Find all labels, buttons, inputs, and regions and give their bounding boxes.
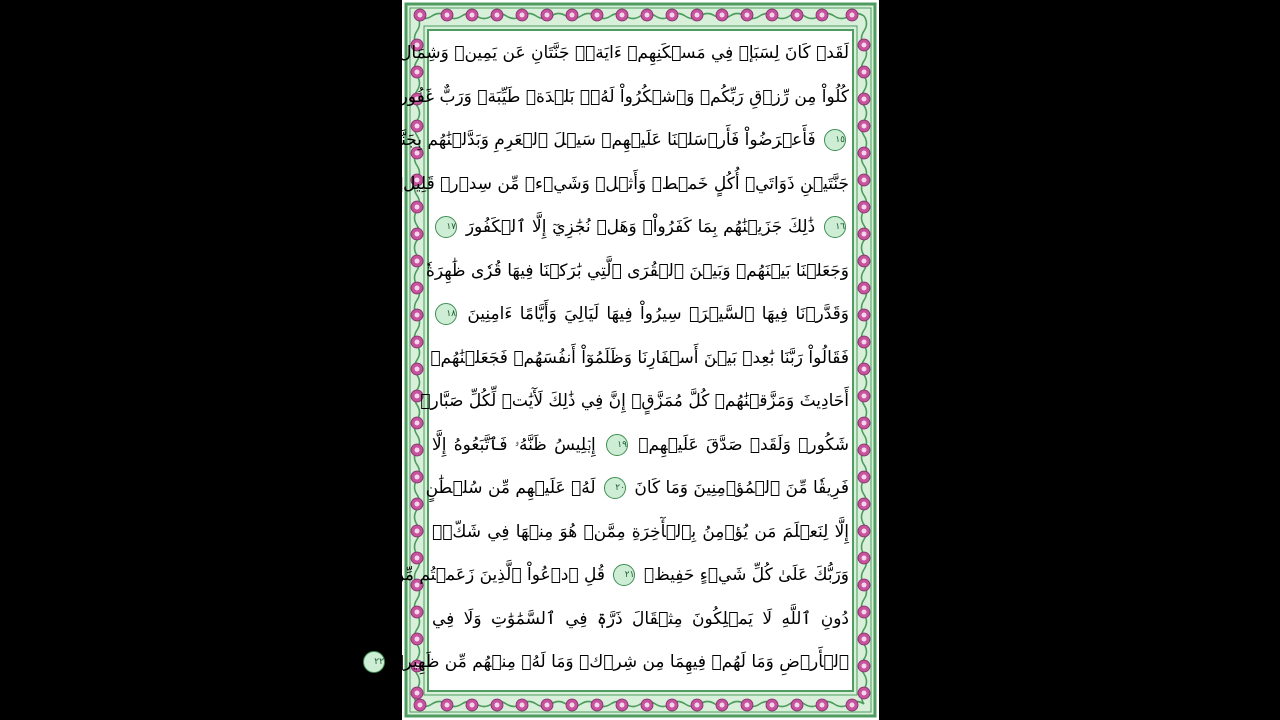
verse-segment: فَرِيقٗا مِّنَ ٱلۡمُؤۡمِنِينَ وَمَا كَانَ	[634, 478, 849, 498]
verse-line	[432, 601, 849, 638]
verse-segment: وَقَدَّرۡنَا فِيهَا ٱلسَّيۡرَۖ سِيرُواْ فِيهَا لَيَالِيَ وَأَيَّامًا ءَامِنِينَ	[467, 304, 849, 324]
verse-segment: دُونِ ٱللَّهِ لَا يَمۡلِكُونَ مِثۡقَالَ ذَرَّةٖ فِي ٱلسَّمَٰوَٰتِ وَلَا فِي	[432, 608, 849, 629]
verse-line	[425, 470, 849, 507]
verse-segment: لَقَدۡ كَانَ لِسَبَإٖ فِي مَسۡكَنِهِمۡ ءَايَةٞۖ جَنَّتَانِ عَن يَمِينٖ وَشِمَالٖۖ	[378, 43, 849, 63]
ayah-marker-icon: ١٧	[435, 216, 457, 238]
verse-text-block	[351, 35, 850, 689]
verse-segment: فَقَالُواْ رَبَّنَا بَٰعِدۡ بَيۡنَ أَسۡفَارِنَا وَظَلَمُوٓاْ أَنفُسَهُمۡ فَجَعَلۡنَٰهُمۡ	[430, 347, 849, 368]
verse-line	[432, 514, 849, 551]
verse-segment: وَرَبُّكَ عَلَىٰ كُلِّ شَيۡءٍ حَفِيظٞ	[643, 565, 849, 585]
ayah-marker-icon: ١٩	[606, 434, 628, 456]
verse-line	[391, 557, 849, 594]
verse-segment: جَنَّتَيۡنِ ذَوَاتَيۡ أُكُلٍ خَمۡطٖ وَأَثۡلٖ وَشَيۡءٖ مِّن سِدۡرٖ قَلِيلٖ	[392, 173, 849, 194]
verse-line	[420, 383, 849, 420]
ayah-marker-icon: ١٦	[824, 216, 846, 238]
verse-segment: شَكُورٖ وَلَقَدۡ صَدَّقَ عَلَيۡهِمۡ	[638, 434, 850, 455]
verse-segment: لَهُۥ عَلَيۡهِم مِّن سُلۡطَٰنٍ	[425, 478, 596, 498]
verse-line	[389, 79, 849, 116]
verse-line	[432, 209, 849, 246]
ayah-marker-icon: ٢١	[613, 564, 635, 586]
verse-segment: أَحَادِيثَ وَمَزَّقۡنَٰهُمۡ كُلَّ مُمَزَّقٍۚ إِنَّ فِي ذَٰلِكَ لَأٓيَٰتٖ لِّكُلِّ صَبَّارٖ	[420, 391, 849, 411]
verse-segment: إِبۡلِيسُ ظَنَّهُۥ فَٱتَّبَعُوهُ إِلَّا	[432, 434, 596, 455]
ayah-marker-icon: ٢٠	[604, 477, 626, 499]
verse-segment: ٱلۡأَرۡضِ وَمَا لَهُمۡ فِيهِمَا مِن شِرۡكٖ وَمَا لَهُۥ مِنۡهُم مِّن ظَهِيرٖ	[393, 652, 849, 672]
ayah-marker-icon: ١٥	[824, 129, 846, 151]
verse-line	[378, 35, 849, 72]
verse-line	[432, 340, 849, 377]
ayah-marker-icon: ١٨	[435, 303, 457, 325]
verse-segment: وَجَعَلۡنَا بَيۡنَهُمۡ وَبَيۡنَ ٱلۡقُرَى ٱلَّتِي بَٰرَكۡنَا فِيهَا قُرٗى ظَٰهِرَةٗ	[425, 260, 849, 281]
verse-line	[374, 644, 849, 681]
verse-segment: قُلِ ٱدۡعُواْ ٱلَّذِينَ زَعَمۡتُم مِّن	[391, 565, 605, 585]
verse-segment: فَأَعۡرَضُواْ فَأَرۡسَلۡنَا عَلَيۡهِمۡ سَيۡلَ ٱلۡعَرِمِ وَبَدَّلۡنَٰهُم بِجَنَّتَيۡهِمۡ	[351, 130, 816, 150]
mushaf-page	[351, 0, 879, 720]
verse-line	[351, 122, 849, 159]
verse-segment: إِلَّا لِنَعۡلَمَ مَن يُؤۡمِنُ بِٱلۡأٓخِرَةِ مِمَّنۡ هُوَ مِنۡهَا فِي شَكّٖۗ	[432, 521, 849, 542]
verse-segment: كُلُواْ مِن رِّزۡقِ رَبِّكُمۡ وَٱشۡكُرُواْ لَهُۥۚ بَلۡدَةٞ طَيِّبَةٞ وَرَبٌّ غَفُورٞ	[389, 86, 849, 107]
verse-line	[432, 296, 849, 333]
ayah-marker-icon: ٢٢	[363, 651, 385, 673]
verse-line	[432, 427, 849, 464]
verse-segment: ذَٰلِكَ جَزَيۡنَٰهُم بِمَا كَفَرُواْۖ وَهَلۡ نُجَٰزِيٓ إِلَّا ٱلۡكَفُورَ	[465, 217, 816, 237]
verse-line	[392, 166, 849, 203]
verse-line	[425, 253, 849, 290]
